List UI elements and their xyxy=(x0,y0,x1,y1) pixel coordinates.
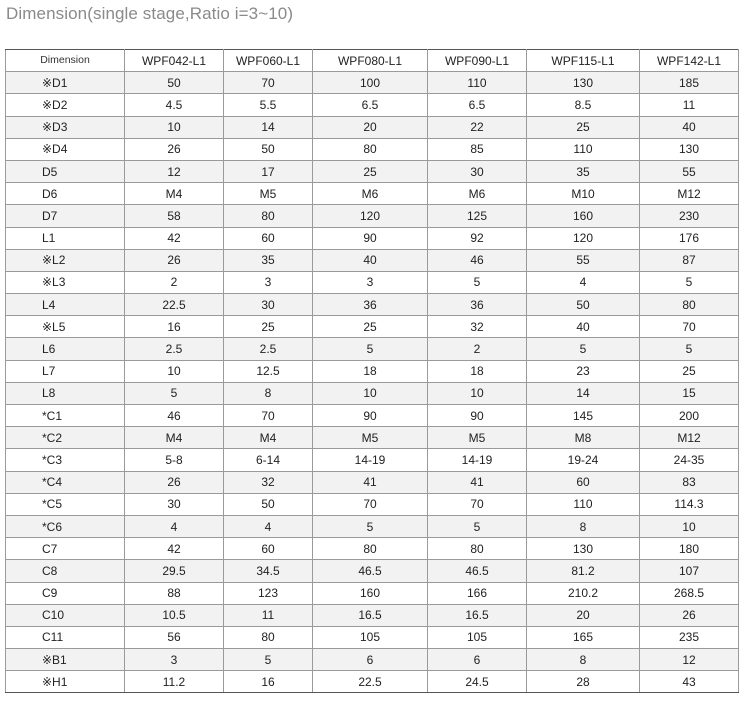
table-cell: 8 xyxy=(527,515,640,537)
table-cell: 3 xyxy=(313,271,428,293)
table-cell: 60 xyxy=(224,538,313,560)
table-cell: 80 xyxy=(313,538,428,560)
table-row xyxy=(6,338,739,360)
table-cell: 46.5 xyxy=(313,560,428,582)
table-cell: M6 xyxy=(428,183,527,205)
table-cell: 16.5 xyxy=(428,604,527,626)
table-cell: 24-35 xyxy=(640,449,739,471)
header-cell-wpf142: WPF142-L1 xyxy=(640,50,739,72)
table-cell: 165 xyxy=(527,626,640,648)
table-cell: 105 xyxy=(428,626,527,648)
table-cell: 42 xyxy=(125,538,224,560)
table-cell: 26 xyxy=(125,138,224,160)
table-cell: 14 xyxy=(527,382,640,404)
table-cell: 166 xyxy=(428,582,527,604)
header-cell-wpf115: WPF115-L1 xyxy=(527,50,640,72)
table-cell: 268.5 xyxy=(640,582,739,604)
row-label: ※L5 xyxy=(6,316,125,338)
table-row xyxy=(6,294,739,316)
table-cell: M12 xyxy=(640,183,739,205)
table-cell: 46 xyxy=(428,249,527,271)
table-cell: M4 xyxy=(125,427,224,449)
table-cell: 26 xyxy=(125,249,224,271)
header-cell-wpf080: WPF080-L1 xyxy=(313,50,428,72)
row-label: ※H1 xyxy=(6,671,125,693)
table-cell: 80 xyxy=(640,294,739,316)
table-cell: 110 xyxy=(527,138,640,160)
page-title: Dimension(single stage,Ratio i=3~10) xyxy=(6,4,294,23)
table-cell: 5 xyxy=(313,338,428,360)
table-row xyxy=(6,160,739,182)
table-cell: 26 xyxy=(125,471,224,493)
table-row xyxy=(6,427,739,449)
table-cell: 235 xyxy=(640,626,739,648)
table-row xyxy=(6,227,739,249)
row-label: D6 xyxy=(6,183,125,205)
table-cell: M4 xyxy=(224,427,313,449)
table-row xyxy=(6,626,739,648)
table-cell: 22.5 xyxy=(313,671,428,693)
dimension-table xyxy=(5,49,739,693)
table-cell: 110 xyxy=(527,493,640,515)
table-cell: M8 xyxy=(527,427,640,449)
table-cell: 14 xyxy=(224,116,313,138)
table-cell: 100 xyxy=(313,72,428,94)
table-cell: 8.5 xyxy=(527,94,640,116)
table-row xyxy=(6,582,739,604)
table-cell: 88 xyxy=(125,582,224,604)
table-cell: 6 xyxy=(313,649,428,671)
table-cell: 19-24 xyxy=(527,449,640,471)
table-cell: 30 xyxy=(224,294,313,316)
table-cell: 130 xyxy=(527,538,640,560)
table-cell: M5 xyxy=(313,427,428,449)
table-cell: 55 xyxy=(640,160,739,182)
table-cell: 25 xyxy=(640,360,739,382)
header-cell-wpf060: WPF060-L1 xyxy=(224,50,313,72)
table-cell: 50 xyxy=(224,138,313,160)
table-cell: 85 xyxy=(428,138,527,160)
table-cell: 43 xyxy=(640,671,739,693)
table-cell: 42 xyxy=(125,227,224,249)
table-cell: 5 xyxy=(640,271,739,293)
table-cell: 22.5 xyxy=(125,294,224,316)
table-cell: 8 xyxy=(527,649,640,671)
row-label: C7 xyxy=(6,538,125,560)
table-cell: 123 xyxy=(224,582,313,604)
row-label: L1 xyxy=(6,227,125,249)
table-cell: 30 xyxy=(428,160,527,182)
table-row xyxy=(6,138,739,160)
table-cell: 15 xyxy=(640,382,739,404)
table-row xyxy=(6,116,739,138)
table-cell: 25 xyxy=(313,160,428,182)
table-cell: 180 xyxy=(640,538,739,560)
table-cell: 6.5 xyxy=(428,94,527,116)
table-cell: 5 xyxy=(125,382,224,404)
table-cell: 10 xyxy=(125,360,224,382)
row-label: C8 xyxy=(6,560,125,582)
table-cell: 16 xyxy=(224,671,313,693)
table-cell: 30 xyxy=(125,493,224,515)
row-label: ※L2 xyxy=(6,249,125,271)
table-cell: 50 xyxy=(125,72,224,94)
table-cell: 3 xyxy=(224,271,313,293)
row-label: *C4 xyxy=(6,471,125,493)
table-cell: 25 xyxy=(527,116,640,138)
table-cell: 107 xyxy=(640,560,739,582)
table-cell: 32 xyxy=(428,316,527,338)
row-label: ※D3 xyxy=(6,116,125,138)
table-cell: 10 xyxy=(313,382,428,404)
table-row xyxy=(6,316,739,338)
table-cell: 80 xyxy=(428,538,527,560)
table-row xyxy=(6,538,739,560)
table-cell: 80 xyxy=(224,626,313,648)
table-cell: 25 xyxy=(313,316,428,338)
table-cell: 12 xyxy=(640,649,739,671)
table-cell: 176 xyxy=(640,227,739,249)
table-cell: 60 xyxy=(224,227,313,249)
table-cell: 200 xyxy=(640,405,739,427)
table-cell: 120 xyxy=(527,227,640,249)
table-cell: 11 xyxy=(640,94,739,116)
table-cell: M4 xyxy=(125,183,224,205)
table-cell: 70 xyxy=(313,493,428,515)
row-label: ※B1 xyxy=(6,649,125,671)
table-cell: 40 xyxy=(640,116,739,138)
row-label: C11 xyxy=(6,626,125,648)
table-cell: 92 xyxy=(428,227,527,249)
table-cell: 210.2 xyxy=(527,582,640,604)
table-cell: 14-19 xyxy=(313,449,428,471)
table-cell: 4 xyxy=(224,515,313,537)
table-cell: 20 xyxy=(313,116,428,138)
row-label: *C2 xyxy=(6,427,125,449)
table-cell: 40 xyxy=(527,316,640,338)
table-cell: 6.5 xyxy=(313,94,428,116)
row-label: D5 xyxy=(6,160,125,182)
table-cell: 130 xyxy=(640,138,739,160)
table-cell: 12 xyxy=(125,160,224,182)
table-cell: 120 xyxy=(313,205,428,227)
table-row xyxy=(6,360,739,382)
table-cell: 5 xyxy=(428,515,527,537)
row-label: C10 xyxy=(6,604,125,626)
table-cell: 114.3 xyxy=(640,493,739,515)
table-cell: 70 xyxy=(224,72,313,94)
table-cell: 80 xyxy=(224,205,313,227)
table-cell: 50 xyxy=(224,493,313,515)
table-row xyxy=(6,94,739,116)
table-cell: 10 xyxy=(640,515,739,537)
row-label: *C3 xyxy=(6,449,125,471)
table-cell: 110 xyxy=(428,72,527,94)
header-cell-wpf090: WPF090-L1 xyxy=(428,50,527,72)
table-cell: 10 xyxy=(428,382,527,404)
table-cell: 34.5 xyxy=(224,560,313,582)
table-row xyxy=(6,515,739,537)
table-cell: 25 xyxy=(224,316,313,338)
row-label: L7 xyxy=(6,360,125,382)
table-cell: 5 xyxy=(640,338,739,360)
table-cell: 90 xyxy=(313,405,428,427)
table-cell: 2.5 xyxy=(224,338,313,360)
table-cell: 40 xyxy=(313,249,428,271)
row-label: ※D1 xyxy=(6,72,125,94)
table-cell: M10 xyxy=(527,183,640,205)
table-row xyxy=(6,471,739,493)
table-cell: 5 xyxy=(527,338,640,360)
table-cell: 145 xyxy=(527,405,640,427)
table-body xyxy=(6,72,739,693)
table-row xyxy=(6,271,739,293)
table-row xyxy=(6,72,739,94)
table-row xyxy=(6,405,739,427)
table-cell: 28 xyxy=(527,671,640,693)
table-cell: 10.5 xyxy=(125,604,224,626)
row-label: L6 xyxy=(6,338,125,360)
table-cell: 18 xyxy=(428,360,527,382)
table-cell: 80 xyxy=(313,138,428,160)
table-cell: 35 xyxy=(527,160,640,182)
table-cell: 16 xyxy=(125,316,224,338)
table-cell: 5 xyxy=(224,649,313,671)
table-cell: 6 xyxy=(428,649,527,671)
table-cell: M12 xyxy=(640,427,739,449)
table-row xyxy=(6,205,739,227)
table-cell: 70 xyxy=(224,405,313,427)
table-cell: 5.5 xyxy=(224,94,313,116)
table-cell: 24.5 xyxy=(428,671,527,693)
table-cell: 83 xyxy=(640,471,739,493)
header-cell-dimension: Dimension xyxy=(6,50,125,72)
row-label: *C6 xyxy=(6,515,125,537)
table-cell: 26 xyxy=(640,604,739,626)
table-cell: 5 xyxy=(428,271,527,293)
table-row xyxy=(6,449,739,471)
row-label: L4 xyxy=(6,294,125,316)
table-cell: 3 xyxy=(125,649,224,671)
table-cell: 55 xyxy=(527,249,640,271)
table-cell: 2.5 xyxy=(125,338,224,360)
table-cell: 11 xyxy=(224,604,313,626)
table-cell: 185 xyxy=(640,72,739,94)
table-cell: 130 xyxy=(527,72,640,94)
table-cell: 20 xyxy=(527,604,640,626)
table-cell: 8 xyxy=(224,382,313,404)
header-row xyxy=(6,50,739,72)
table-cell: 70 xyxy=(640,316,739,338)
row-label: ※D4 xyxy=(6,138,125,160)
table-cell: 90 xyxy=(428,405,527,427)
table-cell: 4 xyxy=(125,515,224,537)
table-cell: 160 xyxy=(527,205,640,227)
row-label: *C5 xyxy=(6,493,125,515)
table-cell: 10 xyxy=(125,116,224,138)
table-cell: 23 xyxy=(527,360,640,382)
table-cell: 18 xyxy=(313,360,428,382)
table-cell: 41 xyxy=(428,471,527,493)
table-row xyxy=(6,249,739,271)
table-row xyxy=(6,560,739,582)
table-row xyxy=(6,649,739,671)
table-cell: 50 xyxy=(527,294,640,316)
table-cell: 58 xyxy=(125,205,224,227)
table-cell: 12.5 xyxy=(224,360,313,382)
table-row xyxy=(6,604,739,626)
table-cell: 5 xyxy=(313,515,428,537)
table-cell: 230 xyxy=(640,205,739,227)
row-label: ※L3 xyxy=(6,271,125,293)
table-cell: 14-19 xyxy=(428,449,527,471)
table-cell: 56 xyxy=(125,626,224,648)
table-cell: 6-14 xyxy=(224,449,313,471)
table-cell: M5 xyxy=(224,183,313,205)
table-cell: 2 xyxy=(125,271,224,293)
table-cell: 22 xyxy=(428,116,527,138)
table-cell: 46 xyxy=(125,405,224,427)
table-row xyxy=(6,382,739,404)
table-row xyxy=(6,493,739,515)
table-cell: 36 xyxy=(313,294,428,316)
table-cell: 160 xyxy=(313,582,428,604)
table-cell: M5 xyxy=(428,427,527,449)
table-cell: 2 xyxy=(428,338,527,360)
table-cell: 41 xyxy=(313,471,428,493)
table-cell: 4 xyxy=(527,271,640,293)
table-cell: 16.5 xyxy=(313,604,428,626)
table-row xyxy=(6,671,739,693)
row-label: ※D2 xyxy=(6,94,125,116)
table-cell: M6 xyxy=(313,183,428,205)
row-label: D7 xyxy=(6,205,125,227)
table-row xyxy=(6,183,739,205)
table-cell: 125 xyxy=(428,205,527,227)
table-cell: 60 xyxy=(527,471,640,493)
table-cell: 32 xyxy=(224,471,313,493)
table-cell: 36 xyxy=(428,294,527,316)
row-label: *C1 xyxy=(6,405,125,427)
table-cell: 46.5 xyxy=(428,560,527,582)
table-header xyxy=(6,50,739,72)
table-cell: 5-8 xyxy=(125,449,224,471)
table-cell: 70 xyxy=(428,493,527,515)
table-cell: 87 xyxy=(640,249,739,271)
table-cell: 17 xyxy=(224,160,313,182)
table-cell: 29.5 xyxy=(125,560,224,582)
table-cell: 81.2 xyxy=(527,560,640,582)
table-cell: 4.5 xyxy=(125,94,224,116)
table-cell: 11.2 xyxy=(125,671,224,693)
row-label: C9 xyxy=(6,582,125,604)
header-cell-wpf042: WPF042-L1 xyxy=(125,50,224,72)
row-label: L8 xyxy=(6,382,125,404)
table-cell: 90 xyxy=(313,227,428,249)
table-cell: 105 xyxy=(313,626,428,648)
table-cell: 35 xyxy=(224,249,313,271)
